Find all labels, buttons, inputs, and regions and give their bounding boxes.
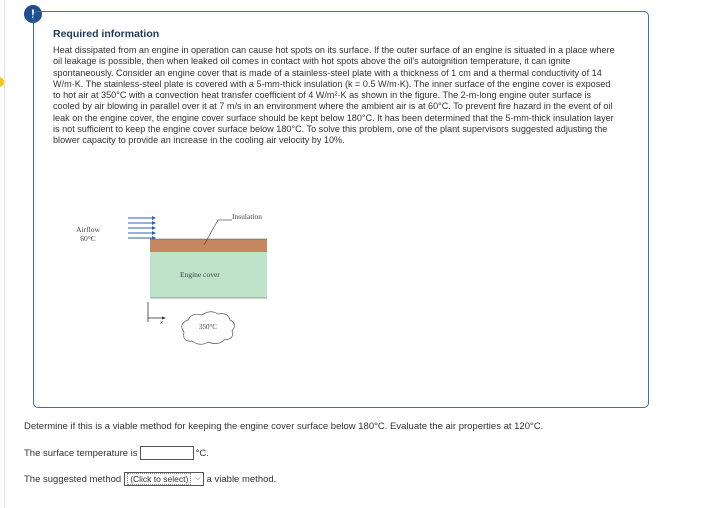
airflow-label: Airflow [76, 225, 100, 234]
info-title: Required information [53, 28, 160, 40]
chevron-down-icon: ⌵ [195, 475, 201, 482]
surface-temp-label: The surface temperature is [24, 447, 138, 459]
airflow-label-group [68, 225, 108, 243]
method-row [24, 472, 276, 486]
method-select-value: (Click to select) [127, 473, 191, 485]
engine-cover-figure [64, 212, 274, 357]
airflow-arrows-icon [128, 216, 156, 240]
method-viability-select[interactable] [124, 472, 203, 486]
insulation-label: Insulation [232, 212, 262, 221]
method-suffix: a viable method. [206, 473, 277, 485]
surface-temperature-row [24, 446, 209, 460]
alert-symbol: ! [31, 7, 35, 21]
surface-temperature-input[interactable] [140, 446, 194, 460]
airflow-temp: 60°C [80, 234, 96, 243]
x-axis-label: x [160, 319, 163, 326]
question-prompt: Determine if this is a viable method for keeping the engine cover surface below 180°C. Evaluate the air properties at 120°C. [24, 421, 544, 432]
insulation-layer [150, 239, 267, 252]
surface-temp-unit: °C. [195, 447, 209, 459]
engine-cover-label: Engine cover [180, 270, 220, 279]
problem-statement: Heat dissipated from an engine in operation can cause hot spots on its surface. If the outer surface of an engine is situated in a place where oil leakage is possible, then when leaked oil comes in contact with hot spots above the oil's autoignition temperature, it can ignite spontaneously. Consider an engine cover that is made of a stainless-steel plate with a thickness of 1 cm and a thermal conductivity of 14 W/m·K. The stainless-steel plate is covered with a 5-mm-thick insulation (k = 0.5 W/m·K). The inner surface of the engine cover is exposed to hot air at 350°C with a convection heat transfer coefficient of 4 W/m²·K as shown in the figure. The 2-m-long engine outer surface is cooled by air blowing in parallel over it at 7 m/s in an environment where the ambient air is at 60°C. To prevent fire hazard in the event of oil leak on the engine cover, the engine cover surface should be kept below 180°C. It has been determined that the 5-mm-thick insulation layer is not sufficient to keep the engine cover surface below 180°C. To solve this problem, one of the plant supervisors suggested adjusting the blower capacity to provide an increase in the cooling air velocity by 10%. [53, 45, 615, 146]
hot-air-temp-label: 350°C [199, 323, 217, 331]
required-information-panel [33, 11, 649, 408]
rail-divider [4, 0, 5, 508]
left-rail [0, 0, 6, 508]
method-label: The suggested method [24, 473, 122, 485]
